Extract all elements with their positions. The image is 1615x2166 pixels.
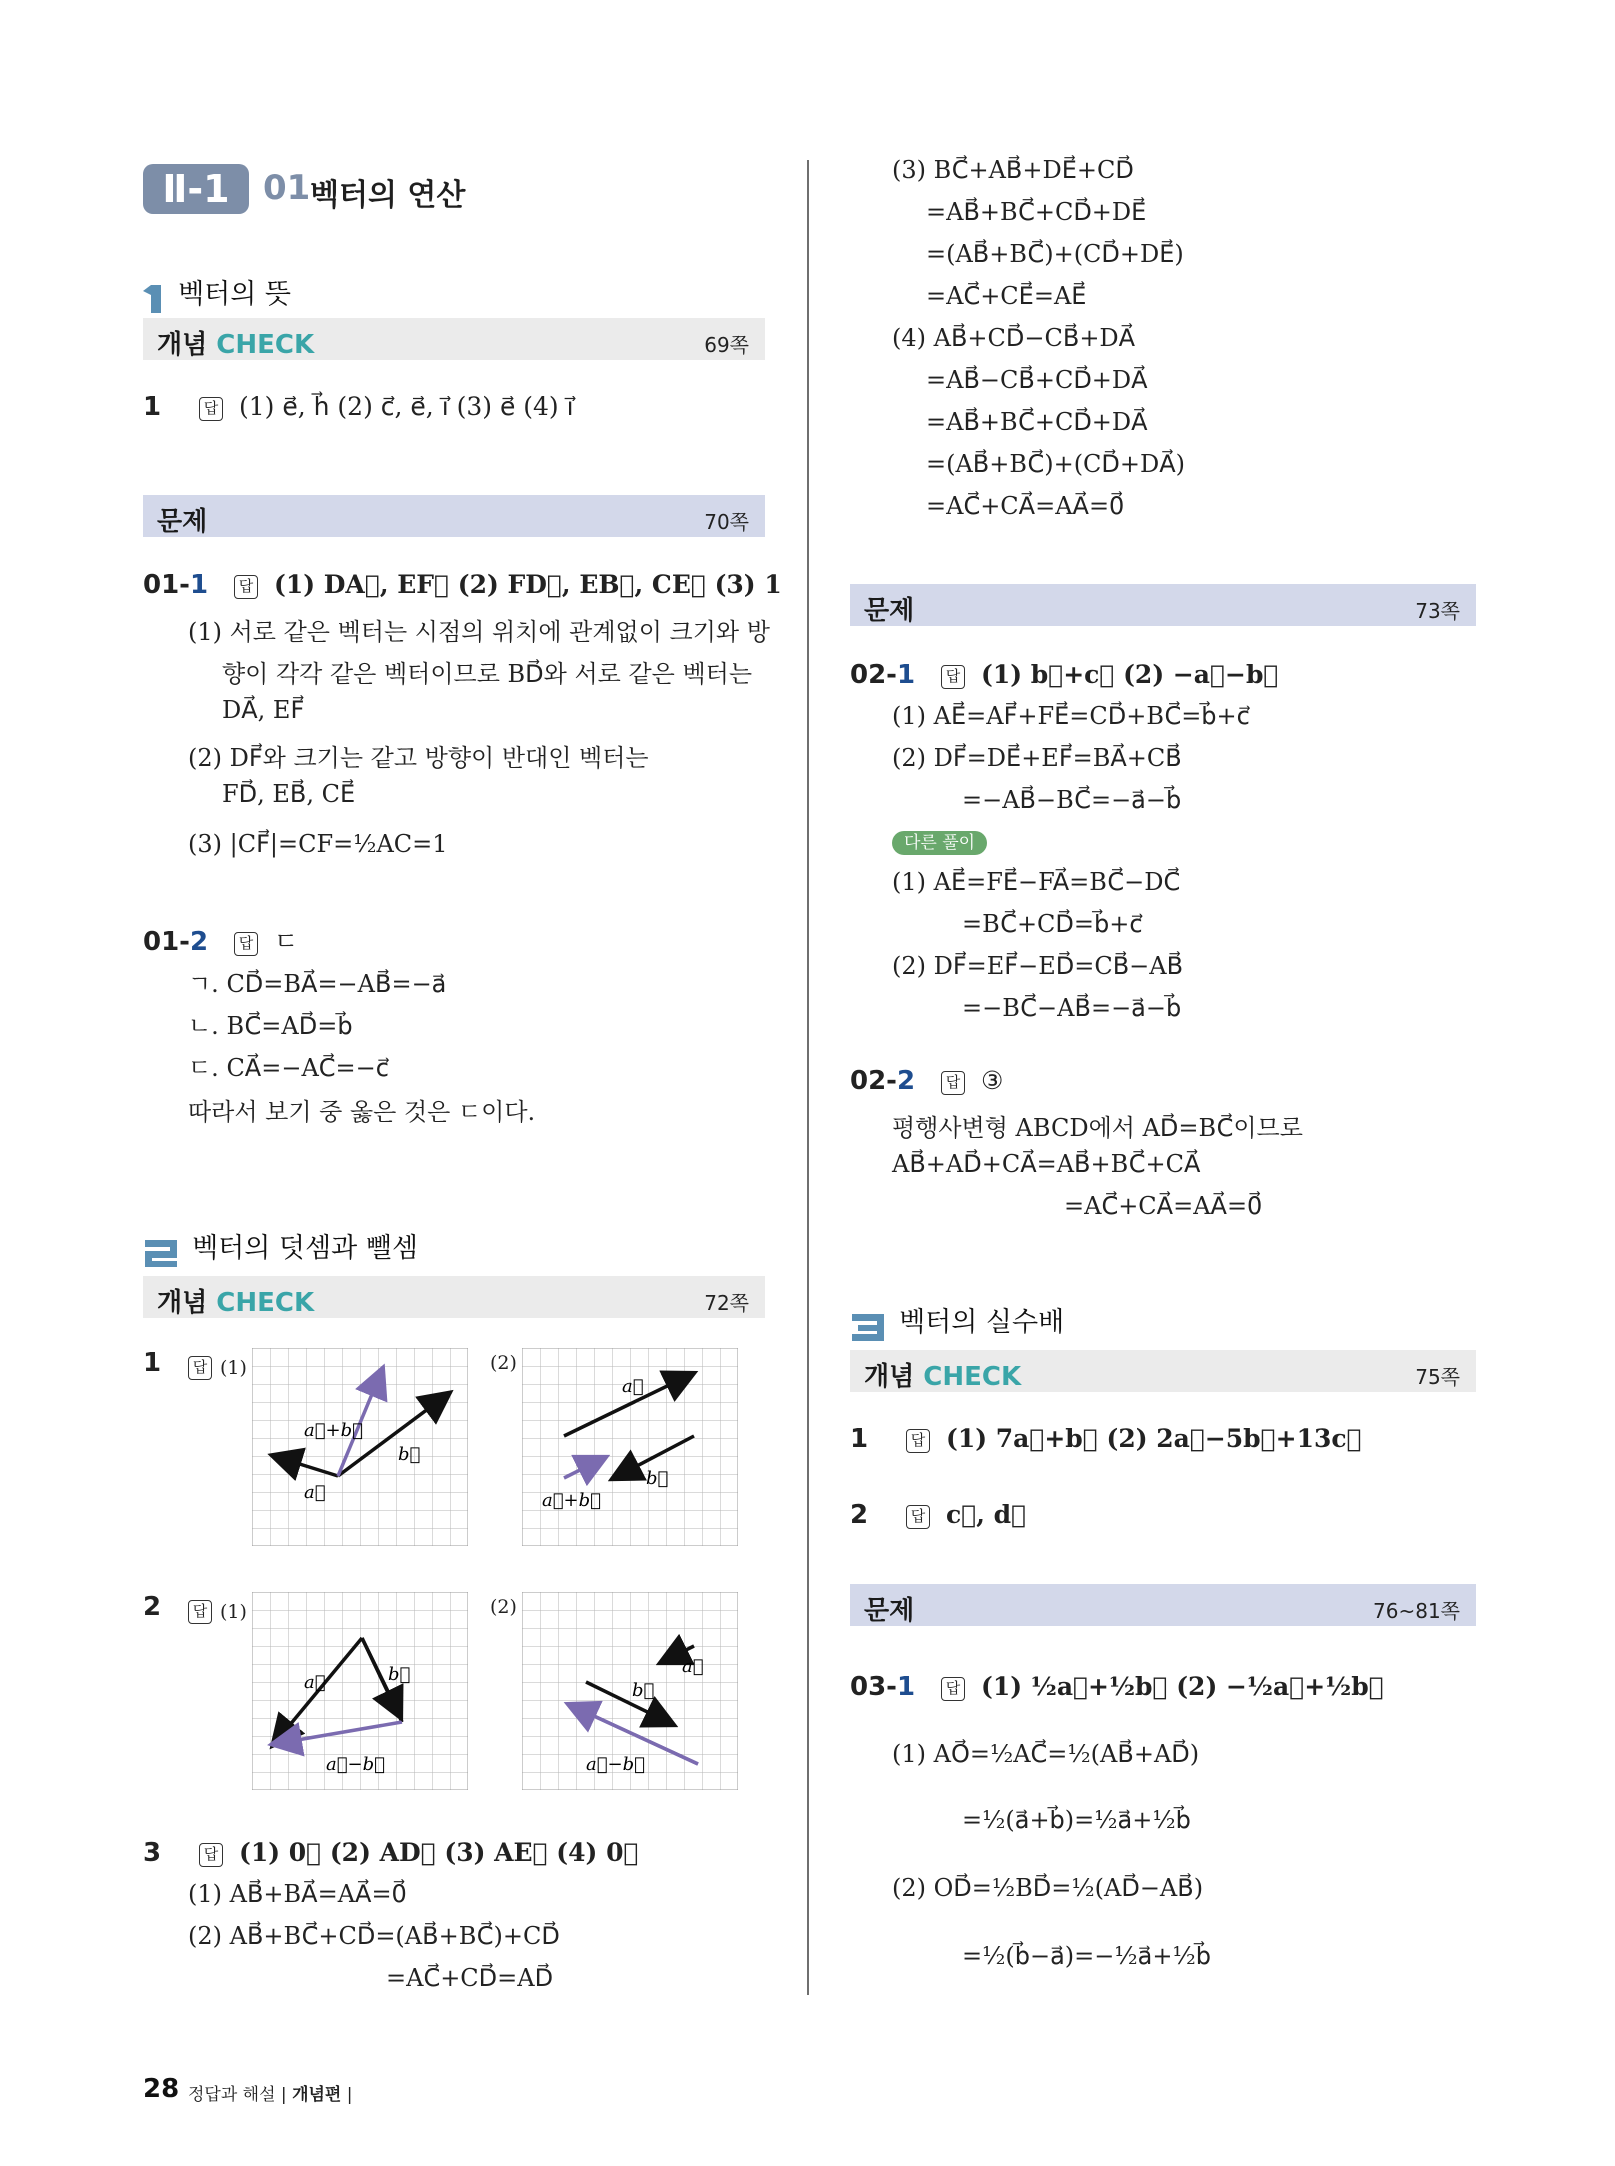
- page-ref: 75쪽: [1415, 1365, 1460, 1389]
- question-row: [850, 660, 1278, 690]
- footer-text: [188, 2080, 352, 2105]
- answer-text: ③: [980, 1066, 1004, 1095]
- section-number-icon: [143, 1237, 181, 1269]
- answer-icon: 답: [941, 1677, 965, 1701]
- answer-icon: 답: [906, 1505, 930, 1529]
- page-number: 28: [143, 2074, 180, 2104]
- question-number: 1: [143, 392, 162, 422]
- question-row: [143, 1838, 638, 1868]
- column-divider: [807, 160, 809, 1995]
- grid-label: a⃗+b⃗: [542, 1490, 601, 1511]
- vector-grid-figure: [522, 1592, 738, 1790]
- problem-bar: [850, 584, 1476, 626]
- question-number-sub: 1: [896, 1672, 916, 1702]
- question-number-sub: 1: [189, 570, 209, 600]
- part-label: (2): [490, 1352, 517, 1374]
- bar-label-check: CHECK: [216, 1288, 315, 1318]
- question-row: [850, 1672, 1384, 1702]
- solution-line: (2) DF⃗와 크기는 같고 방향이 반대인 벡터는: [188, 744, 649, 772]
- solution-line: (2) DF⃗=DE⃗+EF⃗=BA⃗+CB⃗: [892, 744, 1182, 772]
- solution-line: =BC⃗+CD⃗=b⃗+c⃗: [962, 910, 1143, 938]
- solution-line: 평행사변형 ABCD에서 AD⃗=BC⃗이므로: [892, 1114, 1303, 1142]
- concept-check-bar: [850, 1350, 1476, 1392]
- bar-label-check: CHECK: [923, 1362, 1022, 1392]
- grid-label: a⃗: [304, 1482, 326, 1503]
- question-number: 01-: [143, 927, 190, 957]
- section-2-header: [143, 1226, 418, 1269]
- grid-label: b⃗: [398, 1444, 421, 1465]
- solution-line: (3) |CF⃗|=CF=½AC=1: [188, 830, 448, 858]
- section-title: 벡터의 실수배: [899, 1307, 1065, 1338]
- grid-label: b⃗: [388, 1664, 411, 1685]
- solution-line: =−BC⃗−AB⃗=−a⃗−b⃗: [962, 994, 1182, 1022]
- answer-text: (1) ½a⃗+½b⃗ (2) −½a⃗+½b⃗: [980, 1672, 1384, 1701]
- page-ref: 73쪽: [1415, 599, 1460, 623]
- question-row: [143, 922, 298, 958]
- page-ref: 76~81쪽: [1373, 1599, 1460, 1623]
- vector-grid-figure: [252, 1592, 468, 1790]
- question-row: [143, 392, 574, 422]
- solution-line: =AC⃗+CD⃗=AD⃗: [386, 1964, 554, 1992]
- solution-line: =½(b⃗−a⃗)=−½a⃗+½b⃗: [962, 1942, 1211, 1970]
- solution-line: DA⃗, EF⃗: [222, 696, 305, 724]
- solution-line: (1) 서로 같은 벡터는 시점의 위치에 관계없이 크기와 방: [188, 618, 770, 646]
- concept-check-bar: [143, 318, 765, 360]
- question-row: [850, 1500, 1026, 1530]
- solution-line: (2) DF⃗=EF⃗−ED⃗=CB⃗−AB⃗: [892, 952, 1184, 980]
- solution-line: (4) AB⃗+CD⃗−CB⃗+DA⃗: [892, 324, 1136, 352]
- solution-line: =AC⃗+CA⃗=AA⃗=0⃗: [926, 492, 1125, 520]
- solution-line: ㄱ. CD⃗=BA⃗=−AB⃗=−a⃗: [188, 970, 447, 998]
- answer-icon: 답: [188, 1600, 212, 1624]
- solution-line: =AB⃗+BC⃗+CD⃗+DA⃗: [926, 408, 1148, 436]
- alt-solution-badge: 다른 풀이: [892, 831, 987, 855]
- question-row: [143, 570, 782, 600]
- section-title: 벡터의 덧셈과 뺄셈: [192, 1233, 418, 1264]
- answer-icon: 답: [234, 932, 258, 956]
- solution-line: 향이 각각 같은 벡터이므로 BD⃗와 서로 같은 벡터는: [222, 660, 753, 688]
- left-column: [0, 0, 800, 2166]
- solution-line: 따라서 보기 중 옳은 것은 ㄷ이다.: [188, 1098, 536, 1126]
- answer-icon: 답: [234, 575, 258, 599]
- question-number: 01-: [143, 570, 190, 600]
- question-number: 02-: [850, 660, 897, 690]
- footer-label: 정답과 해설 |: [188, 2085, 293, 2105]
- question-number: 1: [850, 1424, 869, 1454]
- page-ref: 69쪽: [704, 333, 749, 357]
- grid-label: b⃗: [632, 1680, 655, 1701]
- solution-line: =AB⃗−CB⃗+CD⃗+DA⃗: [926, 366, 1148, 394]
- grid-label: a⃗−b⃗: [326, 1754, 385, 1775]
- solution-line: =(AB⃗+BC⃗)+(CD⃗+DA⃗): [926, 450, 1186, 478]
- solution-line: (2) AB⃗+BC⃗+CD⃗=(AB⃗+BC⃗)+CD⃗: [188, 1922, 560, 1950]
- solution-line: (1) AE⃗=FE⃗−FA⃗=BC⃗−DC⃗: [892, 868, 1181, 896]
- grid-label: b⃗: [646, 1468, 669, 1489]
- answer-text: (1) DA⃗, EF⃗ (2) FD⃗, EB⃗, CE⃗ (3) 1: [273, 570, 782, 599]
- section-number-icon: [850, 1311, 888, 1343]
- part-label: (1): [220, 1357, 247, 1379]
- solution-line: =−AB⃗−BC⃗=−a⃗−b⃗: [962, 786, 1182, 814]
- section-number-icon: [143, 283, 169, 315]
- bar-label: 문제: [864, 1596, 915, 1626]
- solution-line: ㄷ. CA⃗=−AC⃗=−c⃗: [188, 1054, 389, 1082]
- bar-label: 문제: [864, 596, 915, 626]
- part-label: (1): [220, 1601, 247, 1623]
- solution-line: (2) OD⃗=½BD⃗=½(AD⃗−AB⃗): [892, 1874, 1204, 1902]
- question-number-sub: 2: [189, 927, 209, 957]
- solution-line: =AB⃗+BC⃗+CD⃗+DE⃗: [926, 198, 1147, 226]
- chapter-number: 01: [263, 168, 311, 208]
- answer-text: c⃗, d⃗: [946, 1500, 1027, 1529]
- concept-check-bar: [143, 1276, 765, 1318]
- question-number: 02-: [850, 1066, 897, 1096]
- answer-text: ㄷ: [273, 927, 299, 956]
- bar-label: 개념: [157, 330, 217, 360]
- question-number: 2: [143, 1592, 162, 1622]
- answer-icon: 답: [188, 1356, 212, 1380]
- answer-icon: 답: [941, 665, 965, 689]
- page-ref: 70쪽: [704, 510, 749, 534]
- question-number: 03-: [850, 1672, 897, 1702]
- grid-label: a⃗: [682, 1656, 704, 1677]
- solution-line: (1) AE⃗=AF⃗+FE⃗=CD⃗+BC⃗=b⃗+c⃗: [892, 702, 1250, 730]
- grid-label: a⃗−b⃗: [586, 1754, 645, 1775]
- answer-text: (1) b⃗+c⃗ (2) −a⃗−b⃗: [980, 660, 1279, 689]
- grid-label: a⃗: [304, 1672, 326, 1693]
- vector-grid-figure: [522, 1348, 738, 1546]
- section-3-header: [850, 1300, 1064, 1343]
- answer-icon: 답: [941, 1071, 965, 1095]
- question-number: 2: [850, 1500, 869, 1530]
- right-column: [812, 0, 1615, 2166]
- answer-text: (1) 0⃗ (2) AD⃗ (3) AE⃗ (4) 0⃗: [239, 1838, 639, 1867]
- question-number: 3: [143, 1838, 162, 1868]
- grid-label: a⃗+b⃗: [304, 1420, 363, 1441]
- question-number-sub: 2: [896, 1066, 916, 1096]
- bar-label: 개념: [157, 1288, 217, 1318]
- solution-line: (1) AO⃗=½AC⃗=½(AB⃗+AD⃗): [892, 1740, 1200, 1768]
- solution-line: (1) AB⃗+BA⃗=AA⃗=0⃗: [188, 1880, 407, 1908]
- solution-line: ㄴ. BC⃗=AD⃗=b⃗: [188, 1012, 353, 1040]
- footer-label-bold: 개념편: [292, 2085, 342, 2105]
- bar-label: 문제: [157, 507, 208, 537]
- page-ref: 72쪽: [704, 1291, 749, 1315]
- answer-icon: 답: [906, 1429, 930, 1453]
- question-number-sub: 1: [896, 660, 916, 690]
- question-row: [850, 1424, 1362, 1454]
- section-1-header: [143, 272, 291, 315]
- vector-grid-figure: [252, 1348, 468, 1546]
- chapter-badge: Ⅱ-1: [143, 164, 249, 214]
- answer-text: (1) e⃗, h⃗ (2) c⃗, e⃗, i⃗ (3) e⃗ (4) i⃗: [239, 392, 574, 421]
- answer-text: (1) 7a⃗+b⃗ (2) 2a⃗−5b⃗+13c⃗: [946, 1424, 1362, 1453]
- grid-label: a⃗: [622, 1376, 644, 1397]
- problem-bar: [850, 1584, 1476, 1626]
- answer-icon: 답: [199, 1843, 223, 1867]
- question-number: 1: [143, 1348, 162, 1378]
- footer-sep: |: [341, 2085, 353, 2105]
- solution-line: =AC⃗+CA⃗=AA⃗=0⃗: [1064, 1192, 1263, 1220]
- solution-line: FD⃗, EB⃗, CE⃗: [222, 780, 356, 808]
- solution-line: =½(a⃗+b⃗)=½a⃗+½b⃗: [962, 1806, 1191, 1834]
- solution-line: =AC⃗+CE⃗=AE⃗: [926, 282, 1087, 310]
- bar-label-check: CHECK: [216, 330, 315, 360]
- part-label: (2): [490, 1596, 517, 1618]
- section-title: 벡터의 뜻: [178, 279, 292, 310]
- answer-icon: 답: [199, 397, 223, 421]
- solution-line: =(AB⃗+BC⃗)+(CD⃗+DE⃗): [926, 240, 1184, 268]
- solution-line: (3) BC⃗+AB⃗+DE⃗+CD⃗: [892, 156, 1134, 184]
- bar-label: 개념: [864, 1362, 924, 1392]
- problem-bar: [143, 495, 765, 537]
- chapter-title: 벡터의 연산: [310, 178, 466, 213]
- solution-line: AB⃗+AD⃗+CA⃗=AB⃗+BC⃗+CA⃗: [892, 1150, 1201, 1178]
- question-row: [850, 1066, 1003, 1096]
